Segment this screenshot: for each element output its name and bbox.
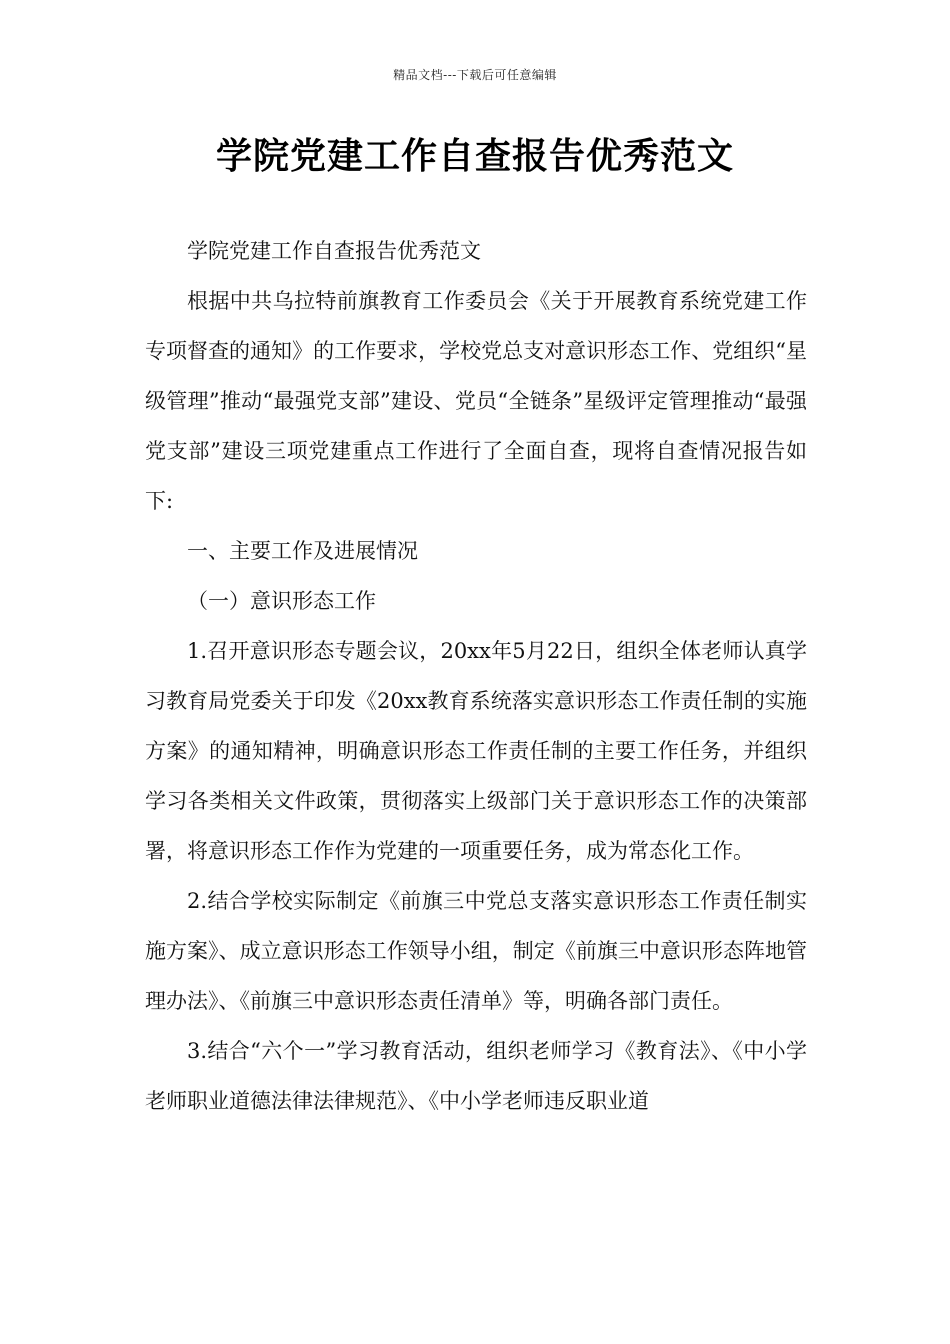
paragraph-item-1: 1.召开意识形态专题会议，20xx年5月22日，组织全体老师认真学习教育局党委关于印发《20xx教育系统落实意识形态工作责任制的实施方案》的通知精神，明确意识形态工作责任制的主要工作任务，并组织学习各类相关文件政策，贯彻落实上级部门关于意识形态工作的决策部署，将意识形态工作作为党建的一项重要任务，成为常态化工作。 (145, 639, 807, 863)
document-body (145, 226, 807, 1126)
paragraph-intro: 根据中共乌拉特前旗教育工作委员会《关于开展教育系统党建工作专项督查的通知》的工作要求，学校党总支对意识形态工作、党组织“星级管理”推动“最强党支部”建设、党员“全链条”星级评定管理推动“最强党支部”建设三项党建重点工作进行了全面自查，现将自查情况报告如下: (145, 289, 807, 513)
paragraph-item-3: 3.结合“六个一”学习教育活动，组织老师学习《教育法》、《中小学老师职业道德法律法律规范》、《中小学老师违反职业道 (145, 1039, 807, 1113)
subsection-heading: （一）意识形态工作 (187, 589, 376, 613)
section-heading: 一、主要工作及进展情况 (187, 539, 418, 563)
header-note: 精品文档---下载后可任意编辑 (393, 68, 557, 82)
document-title: 学院党建工作自查报告优秀范文 (215, 135, 734, 177)
paragraph-item-2: 2.结合学校实际制定《前旗三中党总支落实意识形态工作责任制实施方案》、成立意识形态工作领导小组，制定《前旗三中意识形态阵地管理办法》、《前旗三中意识形态责任清单》等，明确各部门责任。 (145, 889, 807, 1013)
paragraph-subtitle: 学院党建工作自查报告优秀范文 (187, 239, 481, 263)
